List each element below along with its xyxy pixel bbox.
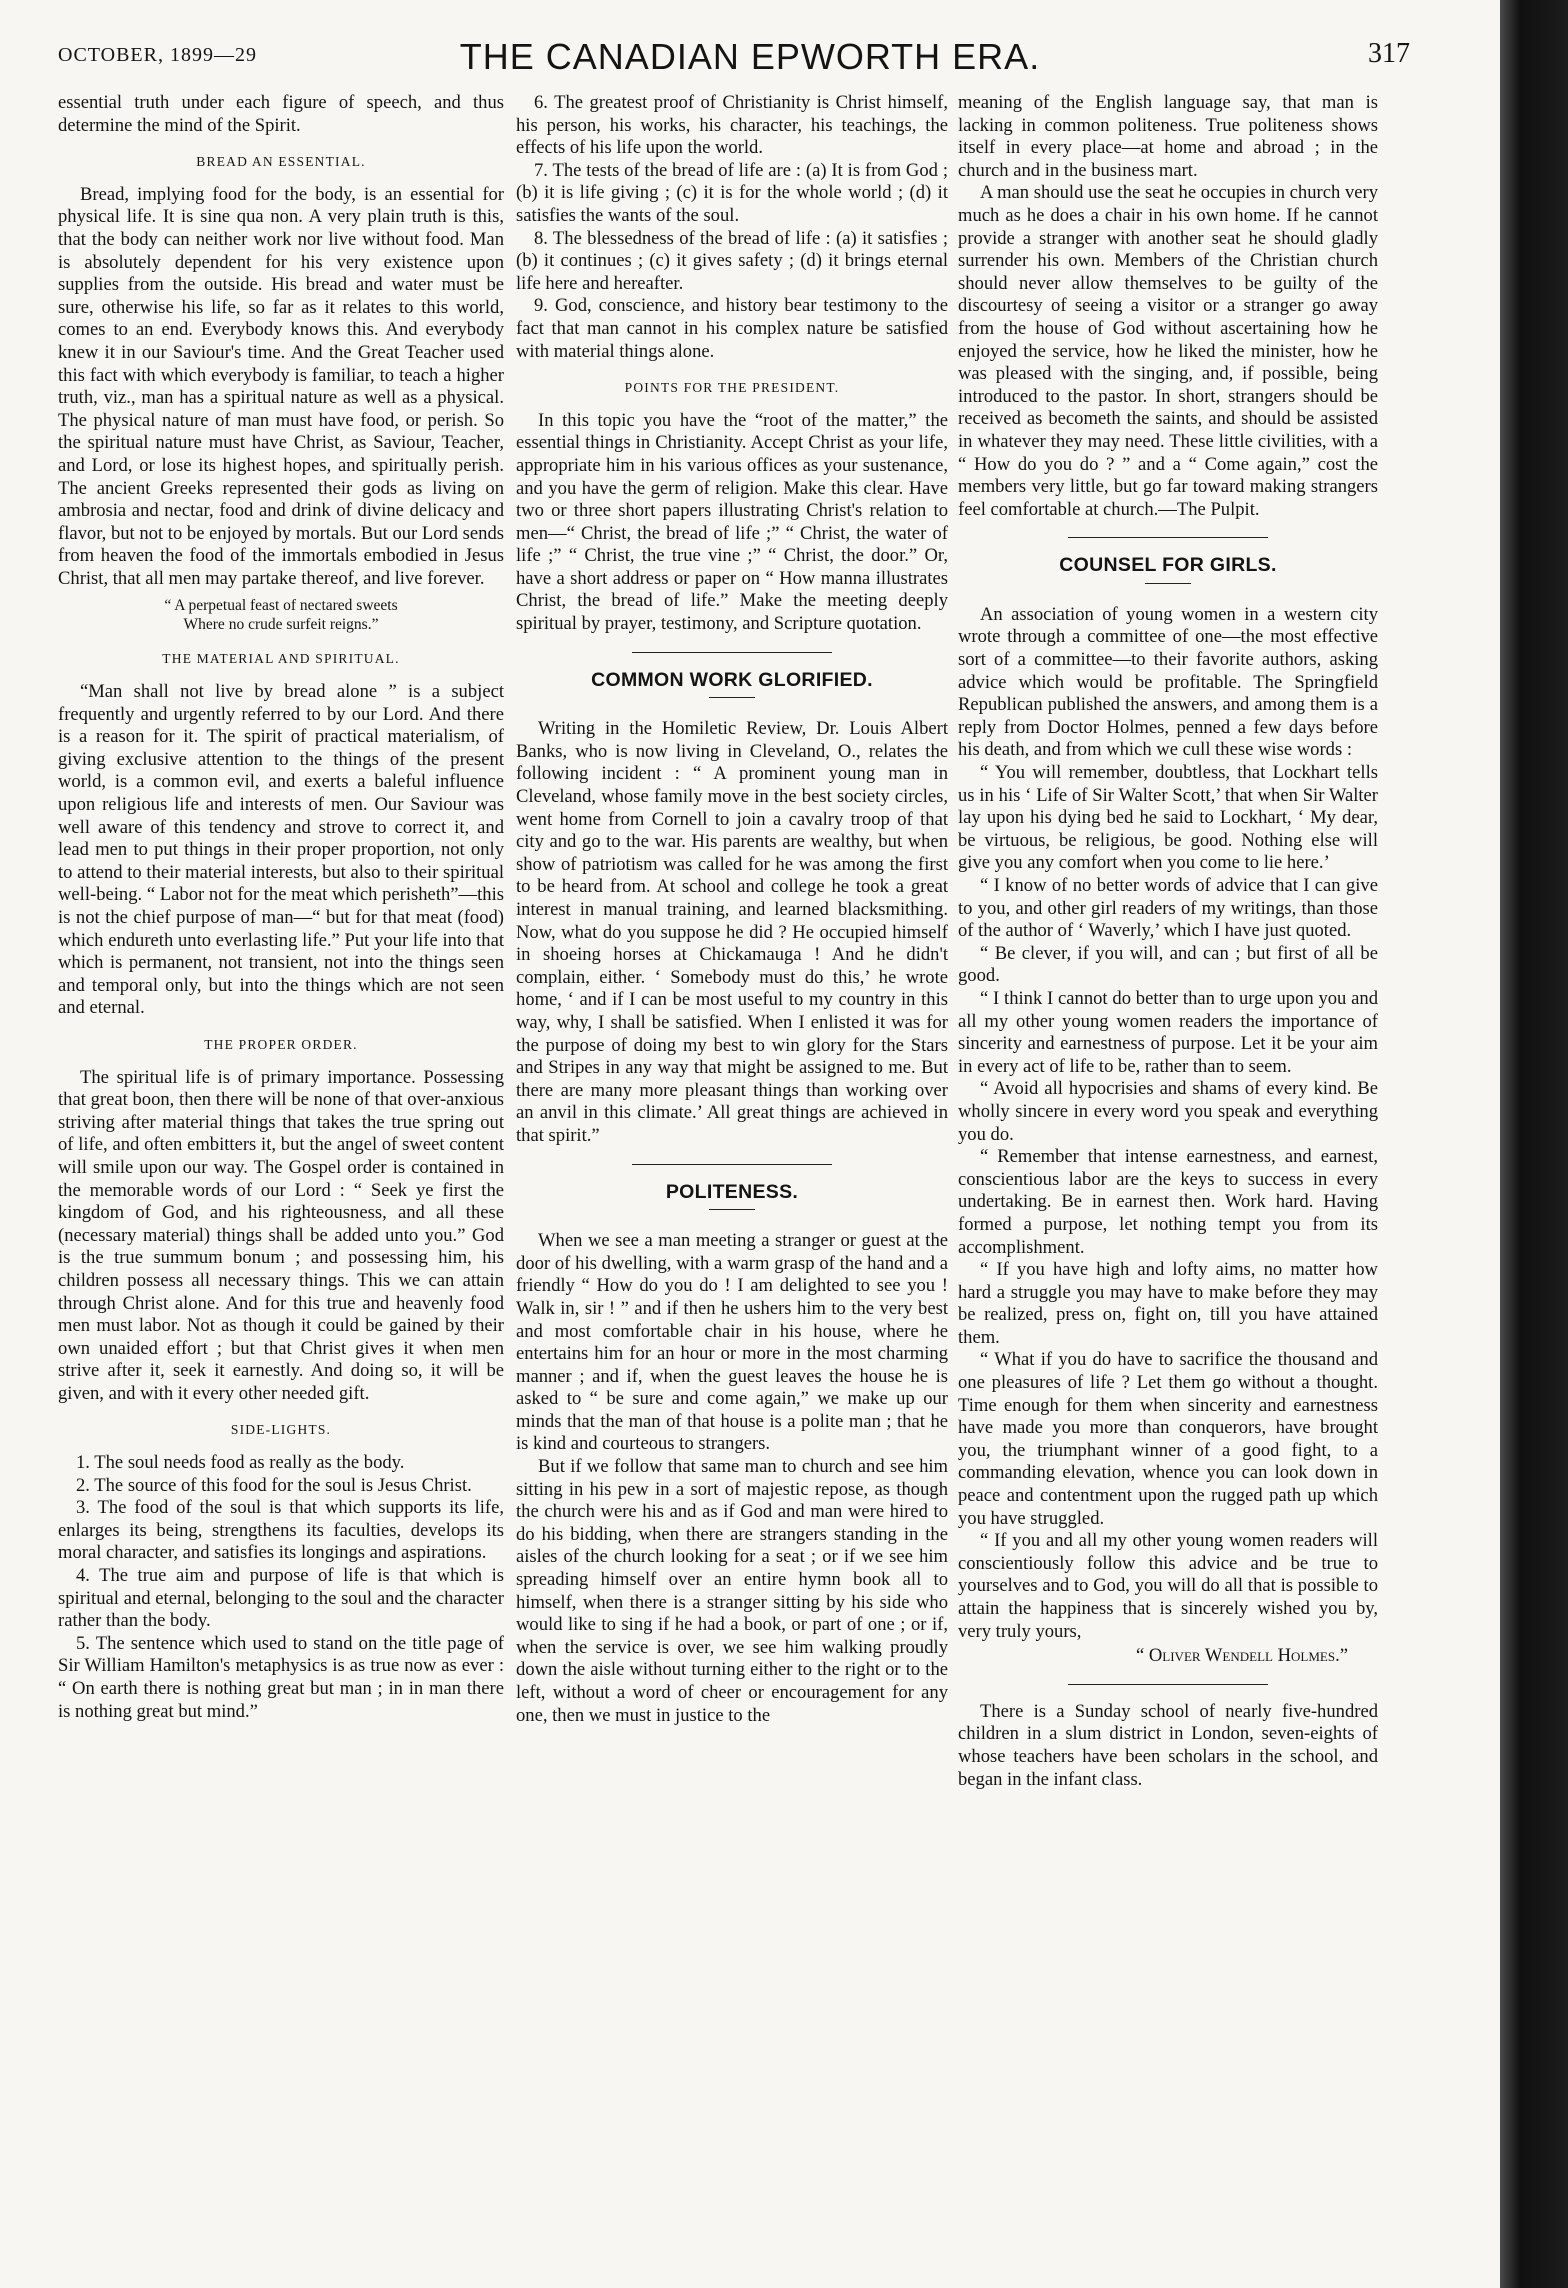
- paragraph: “ Avoid all hypocrisies and shams of every kind. Be wholly sincere in every word you speak and everything you do.: [958, 1078, 1378, 1145]
- verse-line: Where no crude surfeit reigns.”: [183, 616, 379, 634]
- list-item: 8. The blessedness of the bread of life : (a) it satisfies ; (b) it continues ; (c) it gives safety ; (d) it brings eternal life here and hereafter.: [516, 227, 948, 294]
- paragraph: In this topic you have the “root of the matter,” the essential things in Christianity. Accept Christ as your life, appropriate him in his various offices as your sustenance, and you have the germ of religion. Make this clear. Have two or three short papers illustrating Christ's relation to men—“ Christ, the bread of life ;” “ Christ, the water of life ;” “ Christ, the true vine ;” “ Christ, the door.” Or, have a short address or paper on “ How manna illustrates Christ, the bread of life.” Make the meeting deeply spiritual by prayer, testimony, and Scripture quotation.: [516, 409, 948, 635]
- article-title: COUNSEL FOR GIRLS.: [1059, 554, 1277, 577]
- section-subheading: BREAD AN ESSENTIAL.: [196, 154, 366, 170]
- section-subheading: THE MATERIAL AND SPIRITUAL.: [162, 651, 400, 667]
- list-item: 9. God, conscience, and history bear testimony to the fact that man cannot in his complex nature be satisfied with material things alone.: [516, 295, 948, 362]
- section-subheading: POINTS FOR THE PRESIDENT.: [624, 380, 840, 396]
- paragraph: Bread, implying food for the body, is an essential for physical life. It is sine qua non. A very plain truth is this, that the body can neither work nor live without food. Man is absolutely dependent for his very existence upon supplies from the outside. His bread and water must be sure, otherwise his life, so far as it relates to this world, comes to an end. Everybody knows this. And everybody knew it in our Saviour's time. And the Great Teacher used this fact with which everybody is familiar, to teach a higher truth, viz., man has a spiritual nature as well as a physical. The physical nature of man must have food, or perish. So the spiritual nature must have Christ, as Saviour, Teacher, and Lord, or lose its highest hopes, and spiritually perish. The ancient Greeks represented their gods as living on ambrosia and nectar, food and drink of divine delicacy and flavor, but not to be enjoyed by mortals. But our Lord sends from heaven the food of the immortals embodied in Jesus Christ, that all men may partake thereof, and live forever.: [58, 183, 504, 589]
- section-subheading: SIDE-LIGHTS.: [230, 1422, 332, 1438]
- paragraph: “ Be clever, if you will, and can ; but first of all be good.: [958, 942, 1378, 987]
- column-left: [58, 92, 504, 1723]
- article-title: POLITENESS.: [665, 1180, 799, 1203]
- paragraph: The spiritual life is of primary importance. Possessing that great boon, then there will be none of that over-anxious striving after material things that takes the true spring out of life, and often embitters it, but the angel of sweet content will smile upon our way. The Gospel order is contained in the memorable words of our Lord : “ Seek ye first the kingdom of God, and his righteousness, and all these (necessary material) things shall be added unto you.” God is the true summum bonum ; and possessing him, his children possess all necessary things. This we can attain through Christ alone. And for this true and heavenly food men must labor. Not as though it could be gained by their own unaided effort ; but that Christ gives it when men strive after it, seek it earnestly. And doing so, it will be given, and with it every other needed gift.: [58, 1066, 504, 1404]
- list-item: 1. The soul needs food as really as the body.: [76, 1452, 405, 1474]
- list-item: 3. The food of the soul is that which supports its life, enlarges its being, strengthens its faculties, develops its moral character, and satisfies its longings and aspirations.: [58, 1497, 504, 1564]
- paragraph: meaning of the English language say, that man is lacking in common politeness. True politeness shows itself in every place—at home and abroad ; in the church and in the business mart.: [958, 92, 1378, 181]
- paragraph: “ You will remember, doubtless, that Lockhart tells us in his ‘ Life of Sir Walter Scott,’ that when Sir Walter lay upon his dying bed he said to Lockhart, ‘ My dear, be virtuous, be religious, be good. Nothing else will give you any comfort when you come to lie here.’: [958, 762, 1378, 874]
- paragraph: “ I think I cannot do better than to urge upon you and all my other young women readers the importance of sincerity and earnestness of purpose. Let it be your aim in every act of life to be, rather than to seem.: [958, 987, 1378, 1077]
- paragraph: A man should use the seat he occupies in church very much as he does a chair in his own home. If he cannot provide a stranger with another seat he should gladly surrender his own. Members of the Christian church should never allow themselves to be guilty of the discourtesy of seeing a visitor or a stranger go away from the house of God without ascertaining how he enjoyed the service, how he liked the minister, how he was pleased with the singing, and, if possible, being introduced to the pastor. In short, strangers should be received as becometh the saints, and should be assisted in whatever they may need. These little civilities, with a “ How do you do ? ” and a “ Come again,” cost the members very little, but go far toward making strangers feel comfortable at church.—The Pulpit.: [958, 182, 1378, 520]
- divider: [1068, 537, 1268, 538]
- issue-date: OCTOBER, 1899—29: [58, 44, 257, 66]
- list-item: 4. The true aim and purpose of life is that which is spiritual and eternal, belonging to the soul and the character rather than the body.: [58, 1565, 504, 1632]
- list-item: 6. The greatest proof of Christianity is Christ himself, his person, his works, his character, his teachings, the effects of his life upon the world.: [516, 92, 948, 159]
- divider: [1145, 583, 1191, 584]
- divider: [632, 652, 832, 653]
- paragraph: “Man shall not live by bread alone ” is a subject frequently and urgently referred to by our Lord. And there is a reason for it. The spirit of practical materialism, of giving exclusive attention to the things of the present world, is a common evil, and exerts a baleful influence upon religious life and interests of men. Our Saviour was well aware of this tendency and strove to correct it, and lead men to put things in their proper proportion, not only to attend to their material interests, but also to their spiritual well-being. “ Labor not for the meat which perisheth”—this is not the chief purpose of man—“ but for that meat (food) which endureth unto everlasting life.” Put your life into that which is permanent, not transient, not into the things seen and temporal only, but into the things which are not seen and eternal.: [58, 681, 504, 1019]
- divider: [632, 1164, 832, 1165]
- paragraph: “ What if you do have to sacrifice the thousand and one pleasures of life ? Let them go without a thought. Time enough for them when sincerity and earnestness have made you more than conquerors, have brought you, the triumphant winner of a good fight, to a commanding elevation, whence you can look down in peace and contentment upon the rugged path up which you have struggled.: [958, 1349, 1378, 1529]
- masthead-title: THE CANADIAN EPWORTH ERA.: [459, 36, 1041, 77]
- paragraph: essential truth under each figure of speech, and thus determine the mind of the Spirit.: [58, 92, 504, 136]
- divider: [1068, 1684, 1268, 1685]
- list-item: 2. The source of this food for the soul is Jesus Christ.: [76, 1474, 472, 1496]
- verse-quote: [58, 596, 504, 634]
- paragraph: When we see a man meeting a stranger or guest at the door of his dwelling, with a warm grasp of the hand and a friendly “ How do you do ! I am delighted to see you ! Walk in, sir ! ” and if then he ushers him to the very best and most comfortable chair in his house, where he entertains him for an hour or more in the most charming manner ; and if, when the guest leaves the house he is asked to “ be sure and come again,” we make up our minds that the man of that house is a polite man ; that he is kind and courteous to strangers.: [516, 1230, 948, 1455]
- paragraph: An association of young women in a western city wrote through a committee of one—the most effective sort of a committee—to their favorite authors, asking advice which would be profitable. The Springfield Republican published the answers, and among them is a reply from Doctor Holmes, penned a few days before his death, and from which we cull these wise words :: [958, 603, 1378, 761]
- paragraph: There is a Sunday school of nearly five-hundred children in a slum district in London, seven-eights of whose teachers have been scholars in the school, and began in the infant class.: [958, 1700, 1378, 1790]
- divider: [709, 697, 755, 698]
- verse-line: “ A perpetual feast of nectared sweets: [164, 597, 398, 615]
- list-item: 7. The tests of the bread of life are : (a) It is from God ; (b) it is life giving ; (c) it is for the whole world ; (d) it satisfies the wants of the soul.: [516, 159, 948, 226]
- divider: [709, 1209, 755, 1210]
- article-title: COMMON WORK GLORIFIED.: [591, 668, 873, 691]
- section-subheading: THE PROPER ORDER.: [204, 1036, 358, 1052]
- page-number: 317: [1368, 38, 1410, 69]
- list-item: 5. The sentence which used to stand on the title page of Sir William Hamilton's metaphysics is as true now as ever : “ On earth there is nothing great but man ; in in man there is nothing great but mind.”: [58, 1632, 504, 1722]
- paragraph: “ If you have high and lofty aims, no matter how hard a struggle you may have to make before they may be realized, press on, fight on, till you have attained them.: [958, 1259, 1378, 1348]
- column-middle: [516, 92, 948, 1727]
- paragraph: “ Remember that intense earnestness, and earnest, conscientious labor are the keys to success in every undertaking. Be in earnest then. Work hard. Having formed a purpose, let nothing tempt you from its accomplishment.: [958, 1146, 1378, 1258]
- paragraph: “ If you and all my other young women readers will conscientiously follow this advice and be true to yourselves and to God, you will do all that is possible to attain the happiness that is sincerely wished you by, very truly yours,: [958, 1530, 1378, 1642]
- paragraph: But if we follow that same man to church and see him sitting in his pew in a sort of majestic repose, as though the church were his and as if God and man were hired to do his bidding, when there are strangers standing in the aisles of the church looking for a seat ; or if we see him spreading himself over an entire hymn book all to himself, when there is a stranger sitting by his side who would like to sing if he had a book, or part of one ; or if, when the service is over, we see him walking proudly down the aisle without turning either to the right or to the left, without a word of cheer or encouragement for any one, then we must in justice to the: [516, 1456, 948, 1726]
- paragraph: “ I know of no better words of advice that I can give to you, and other girl readers of my writings, than those of the author of ‘ Waverly,’ which I have just quoted.: [958, 875, 1378, 942]
- column-right: [958, 92, 1378, 1791]
- signature: “ Oliver Wendell Holmes.”: [1135, 1645, 1348, 1667]
- binding-edge: [1500, 0, 1568, 2288]
- paragraph: Writing in the Homiletic Review, Dr. Louis Albert Banks, who is now living in Cleveland, O., relates the following incident : “ A prominent young man in Cleveland, whose family move in the best society circles, went home from Cornell to join a cavalry troop of that city and go to the war. His parents are wealthy, but when show of patriotism was called for he was among the first to be heard from. At school and college he took a great interest in manual training, and learned blacksmithing. Now, what do you suppose he did ? He occupied himself in shoeing horses at Chickamauga ! And he didn't complain, either. ‘ Somebody must do this,’ he wrote home, ‘ and if I can be most useful to my country in this way, why, I shall be satisfied. When I enlisted it was for the purpose of doing my best to win glory for the Stars and Stripes in any way that might be assigned to me. But there are many more pleasant things than working over an anvil in this climate.’ All great things are achieved in that spirit.”: [516, 718, 948, 1146]
